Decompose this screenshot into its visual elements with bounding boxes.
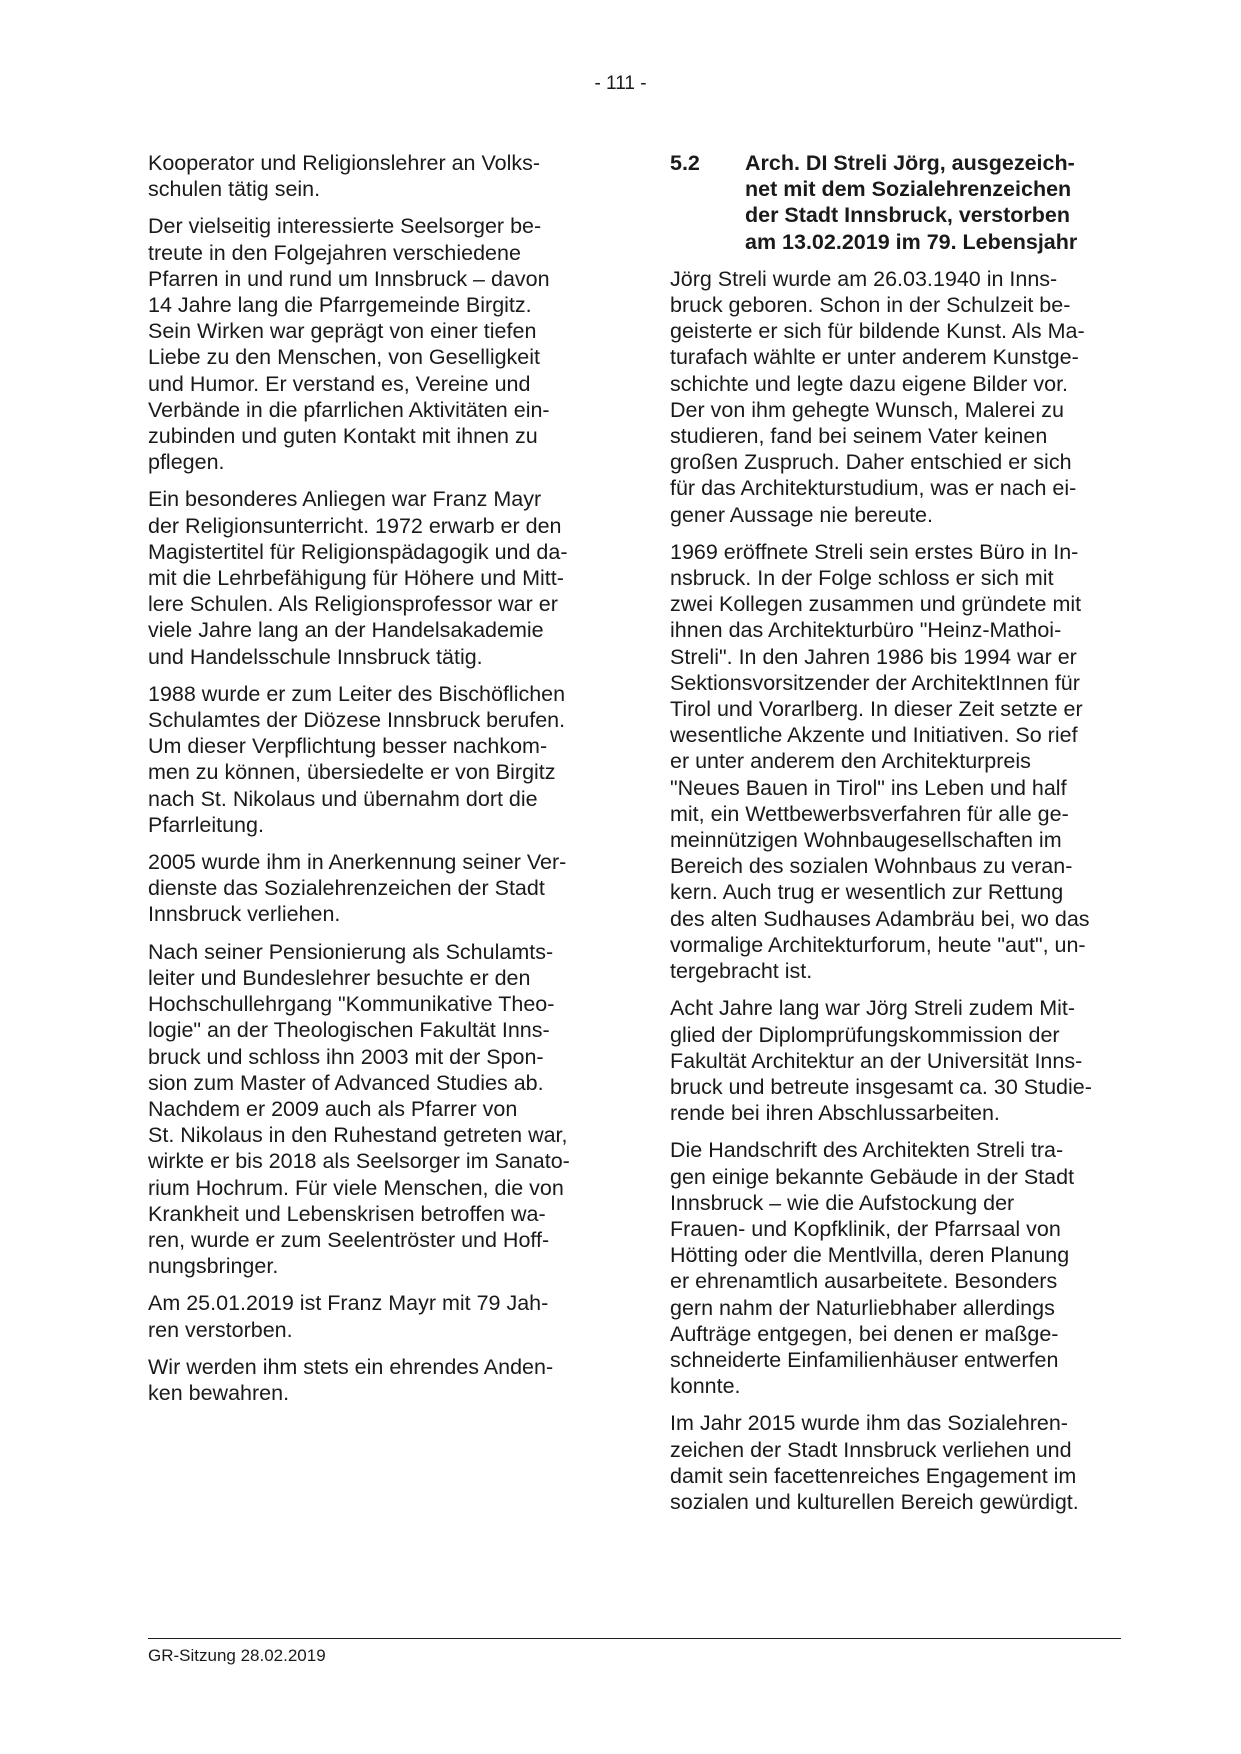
text-line: studieren, fand bei seinem Vater keinen <box>670 424 1048 449</box>
left-paragraph <box>148 681 593 838</box>
left-column <box>148 150 593 1417</box>
text-line: Schulamtes der Diözese Innsbruck berufen. <box>148 708 566 733</box>
text-line: mit, ein Wettbewerbsverfahren für alle ge- <box>670 801 1069 826</box>
text-line: Hötting oder die Mentlvilla, deren Planung <box>670 1243 1070 1268</box>
left-paragraph <box>148 213 593 475</box>
text-line: mit die Lehrbefähigung für Höhere und Mitt- <box>148 566 564 591</box>
text-line: nsbruck. In der Folge schloss er sich mit <box>670 566 1054 591</box>
text-line: 1988 wurde er zum Leiter des Bischöflichen <box>148 681 566 706</box>
text-line: schulen tätig sein. <box>148 177 321 202</box>
text-line: Acht Jahre lang war Jörg Streli zudem Mit- <box>670 996 1076 1021</box>
right-paragraphs <box>670 266 1120 1515</box>
text-line: Pfarren in und rund um Innsbruck – davon <box>148 266 550 291</box>
text-line: turafach wählte er unter anderem Kunstge- <box>670 345 1079 370</box>
text-line: Frauen- und Kopfklinik, der Pfarrsaal von <box>670 1216 1061 1241</box>
text-line: glied der Diplomprüfungskommission der <box>670 1022 1060 1047</box>
text-line: bruck geboren. Schon in der Schulzeit be- <box>670 293 1071 318</box>
text-line: Sein Wirken war geprägt von einer tiefen <box>148 319 537 344</box>
text-line: kern. Auch trug er wesentlich zur Rettung <box>670 880 1064 905</box>
text-line: gern nahm der Naturliebhaber allerdings <box>670 1295 1055 1320</box>
text-line: er ehrenamtlich ausarbeitete. Besonders <box>670 1269 1058 1294</box>
text-line: dienste das Sozialehrenzeichen der Stadt <box>148 876 545 901</box>
text-line: Tirol und Vorarlberg. In dieser Zeit setzte er <box>670 697 1083 722</box>
text-line: wirkte er bis 2018 als Seelsorger im Sanato- <box>148 1149 570 1174</box>
text-line: 2005 wurde ihm in Anerkennung seiner Ver- <box>148 850 567 875</box>
text-line: Wir werden ihm stets ein ehrendes Anden- <box>148 1354 554 1379</box>
text-line: Streli". In den Jahren 1986 bis 1994 war er <box>670 644 1077 669</box>
left-paragraph <box>148 1354 593 1406</box>
text-line: damit sein facettenreiches Engagement im <box>670 1463 1077 1488</box>
left-paragraph <box>148 849 593 928</box>
heading-line: am 13.02.2019 im 79. Lebensjahr <box>745 229 1078 254</box>
footer-text: GR-Sitzung 28.02.2019 <box>148 1646 326 1665</box>
text-line: 1969 eröffnete Streli sein erstes Büro in In- <box>670 539 1079 564</box>
text-line: Innsbruck verliehen. <box>148 902 341 927</box>
text-line: bruck und betreute insgesamt ca. 30 Studie- <box>670 1074 1092 1099</box>
text-line: schichte und legte dazu eigene Bilder vor. <box>670 371 1069 396</box>
text-line: Jörg Streli wurde am 26.03.1940 in Inns- <box>670 266 1058 291</box>
text-line: Pfarrleitung. <box>148 812 264 837</box>
text-line: men zu können, übersiedelte er von Birgitz <box>148 760 556 785</box>
text-line: Krankheit und Lebenskrisen betroffen wa- <box>148 1201 546 1226</box>
section-title <box>745 150 1120 255</box>
text-line: rende bei ihren Abschlussarbeiten. <box>670 1101 1000 1126</box>
section-number: 5.2 <box>670 151 700 175</box>
text-line: schneiderte Einfamilienhäuser entwerfen <box>670 1347 1059 1372</box>
text-line: Nach seiner Pensionierung als Schulamts- <box>148 939 554 964</box>
right-paragraph <box>670 1137 1120 1399</box>
text-line: gener Aussage nie bereute. <box>670 502 933 527</box>
text-line: lere Schulen. Als Religionsprofessor war er <box>148 592 558 617</box>
text-line: ihnen das Architekturbüro "Heinz-Mathoi- <box>670 618 1062 643</box>
right-paragraph <box>670 266 1120 528</box>
left-paragraph <box>148 486 593 669</box>
text-line: wesentliche Akzente und Initiativen. So rief <box>670 723 1078 748</box>
text-line: nach St. Nikolaus und übernahm dort die <box>148 786 538 811</box>
right-column <box>670 150 1120 1526</box>
text-line: leiter und Bundeslehrer besuchte er den <box>148 965 531 990</box>
text-line: Magistertitel für Religionspädagogik und da- <box>148 539 568 564</box>
text-line: ren verstorben. <box>148 1317 293 1342</box>
footer-divider <box>148 1638 1121 1639</box>
text-line: viele Jahre lang an der Handelsakademie <box>148 618 544 643</box>
text-line: logie" an der Theologischen Fakultät Inns- <box>148 1018 550 1043</box>
text-line: er unter anderem den Architekturpreis <box>670 749 1031 774</box>
text-line: konnte. <box>670 1374 741 1399</box>
text-line: Ein besonderes Anliegen war Franz Mayr <box>148 487 542 512</box>
text-line: Liebe zu den Menschen, von Geselligkeit <box>148 345 541 370</box>
left-paragraph <box>148 939 593 1280</box>
text-line: und Handelsschule Innsbruck tätig. <box>148 644 483 669</box>
page-number: - 111 - <box>594 73 647 94</box>
heading-line: net mit dem Sozialehrenzeichen <box>745 177 1072 202</box>
text-line: ren, wurde er zum Seelentröster und Hoff- <box>148 1227 550 1252</box>
text-line: bruck und schloss ihn 2003 mit der Spon- <box>148 1044 544 1069</box>
text-line: Innsbruck – wie die Aufstockung der <box>670 1190 1015 1215</box>
text-line: Kooperator und Religionslehrer an Volks- <box>148 151 541 175</box>
left-paragraph <box>148 150 593 202</box>
text-line: tergebracht ist. <box>670 959 813 984</box>
text-line: Fakultät Architektur an der Universität Inns- <box>670 1048 1083 1073</box>
right-paragraph <box>670 1410 1120 1515</box>
text-line: sozialen und kulturellen Bereich gewürdigt. <box>670 1489 1079 1514</box>
text-line: Bereich des sozialen Wohnbaus zu veran- <box>670 854 1073 879</box>
text-line: meinnützigen Wohnbaugesellschaften im <box>670 828 1062 853</box>
text-line: pflegen. <box>148 450 225 475</box>
text-line: Sektionsvorsitzender der ArchitektInnen für <box>670 670 1080 695</box>
text-line: Hochschullehrgang "Kommunikative Theo- <box>148 992 555 1017</box>
text-line: Nachdem er 2009 auch als Pfarrer von <box>148 1096 518 1121</box>
text-line: sion zum Master of Advanced Studies ab. <box>148 1070 544 1095</box>
text-line: zwei Kollegen zusammen und gründete mit <box>670 592 1082 617</box>
text-line: Um dieser Verpflichtung besser nachkom- <box>148 734 548 759</box>
text-line: Im Jahr 2015 wurde ihm das Sozialehren- <box>670 1411 1068 1436</box>
text-line: Die Handschrift des Architekten Streli tra- <box>670 1138 1064 1163</box>
text-line: Am 25.01.2019 ist Franz Mayr mit 79 Jah- <box>148 1291 549 1316</box>
text-line: der Religionsunterricht. 1972 erwarb er den <box>148 513 562 538</box>
right-paragraph <box>670 995 1120 1126</box>
text-line: vormalige Architekturforum, heute "aut", un- <box>670 932 1086 957</box>
right-paragraph <box>670 539 1120 984</box>
text-line: zubinden und guten Kontakt mit ihnen zu <box>148 424 538 449</box>
text-line: geisterte er sich für bildende Kunst. Als Ma- <box>670 319 1085 344</box>
section-heading <box>670 150 1120 255</box>
heading-line: Arch. DI Streli Jörg, ausgezeich- <box>745 151 1075 175</box>
text-line: und Humor. Er verstand es, Vereine und <box>148 371 531 396</box>
text-line: großen Zuspruch. Daher entschied er sich <box>670 450 1072 475</box>
text-line: des alten Sudhauses Adambräu bei, wo das <box>670 906 1090 931</box>
text-line: "Neues Bauen in Tirol" ins Leben und half <box>670 775 1067 800</box>
text-line: rium Hochrum. Für viele Menschen, die von <box>148 1175 564 1200</box>
text-line: gen einige bekannte Gebäude in der Stadt <box>670 1164 1075 1189</box>
left-paragraph <box>148 1290 593 1342</box>
text-line: 14 Jahre lang die Pfarrgemeinde Birgitz. <box>148 293 532 318</box>
text-line: ken bewahren. <box>148 1380 290 1405</box>
text-line: für das Architekturstudium, was er nach ei- <box>670 476 1077 501</box>
text-line: Der von ihm gehegte Wunsch, Malerei zu <box>670 397 1064 422</box>
text-line: Aufträge entgegen, bei denen er maßge- <box>670 1321 1059 1346</box>
text-line: nungsbringer. <box>148 1254 279 1279</box>
text-line: Der vielseitig interessierte Seelsorger be- <box>148 214 542 239</box>
text-line: St. Nikolaus in den Ruhestand getreten war, <box>148 1123 568 1148</box>
text-line: Verbände in die pfarrlichen Aktivitäten ein- <box>148 397 550 422</box>
text-line: zeichen der Stadt Innsbruck verliehen und <box>670 1437 1072 1462</box>
heading-line: der Stadt Innsbruck, verstorben <box>745 203 1070 228</box>
text-line: treute in den Folgejahren verschiedene <box>148 240 521 265</box>
